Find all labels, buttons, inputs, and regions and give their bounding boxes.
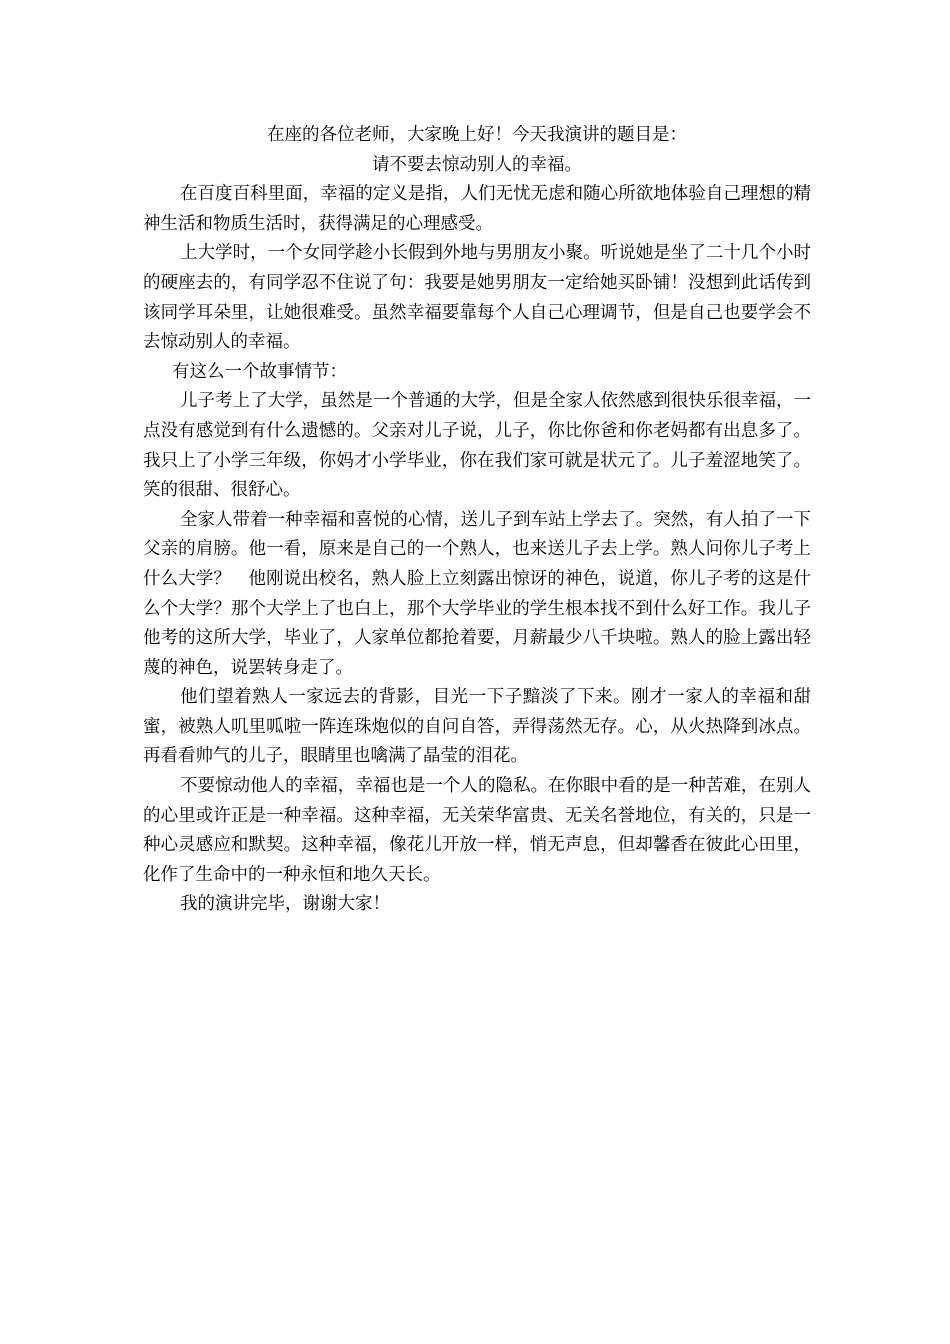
speech-body [143, 121, 811, 920]
paragraph-station-encounter: 全家人带着一种幸福和喜悦的心情，送儿子到车站上学去了。突然，有人拍了一下父亲的肩膀。他一看，原来是自己的一个熟人，也来送儿子去上学。熟人问你儿子考上什么大学？ 他刚说出校名，熟人脸上立刻露出惊讶的神色，说道，你儿子考的这是什么个大学？那个大学上了也白上，那个大学毕业的学生根本找不到什么好工作。我儿子他考的这所大学，毕业了，人家单位都抢着要，月薪最少八千块啦。熟人的脸上露出轻蔑的神色，说罢转身走了。 [143, 509, 811, 678]
paragraph-son-admission: 儿子考上了大学，虽然是一个普通的大学，但是全家人依然感到很快乐很幸福，一点没有感觉到有什么遗憾的。父亲对儿子说，儿子，你比你爸和你老妈都有出息多了。我只上了小学三年级，你妈才小学毕业，你在我们家可就是状元了。儿子羞涩地笑了。笑的很甜、很舒心。 [143, 391, 811, 501]
paragraph-aftermath: 他们望着熟人一家远去的背影，目光一下子黯淡了下来。刚才一家人的幸福和甜蜜，被熟人叽里呱啦一阵连珠炮似的自问自答，弄得荡然无存。心，从火热降到冰点。再看看帅气的儿子，眼睛里也噙满了晶莹的泪花。 [143, 687, 811, 767]
paragraph-conclusion: 不要惊动他人的幸福，幸福也是一个人的隐私。在你眼中看的是一种苦难，在别人的心里或许正是一种幸福。这种幸福，无关荣华富贵、无关名誉地位，有关的，只是一种心灵感应和默契。这种幸福，像花儿开放一样，悄无声息，但却馨香在彼此心田里，化作了生命中的一种永恒和地久天长。 [143, 776, 811, 885]
paragraph-college-story: 上大学时，一个女同学趁小长假到外地与男朋友小聚。听说她是坐了二十几个小时的硬座去的，有同学忍不住说了句：我要是她男朋友一定给她买卧铺！没想到此话传到该同学耳朵里，让她很难受。虽然幸福要靠每个人自己心理调节，但是自己也要学会不去惊动别人的幸福。 [143, 243, 811, 353]
speech-title: 请不要去惊动别人的幸福。 [372, 154, 582, 175]
greeting-line: 在座的各位老师，大家晚上好！今天我演讲的题目是： [267, 125, 687, 145]
paragraph-closing: 我的演讲完毕，谢谢大家！ [180, 894, 390, 915]
paragraph-definition: 在百度百科里面，幸福的定义是指，人们无忧无虑和随心所欲地体验自己理想的精神生活和物质生活时，获得满足的心理感受。 [143, 184, 811, 234]
paragraph-story-intro: 有这么一个故事情节： [172, 361, 347, 382]
